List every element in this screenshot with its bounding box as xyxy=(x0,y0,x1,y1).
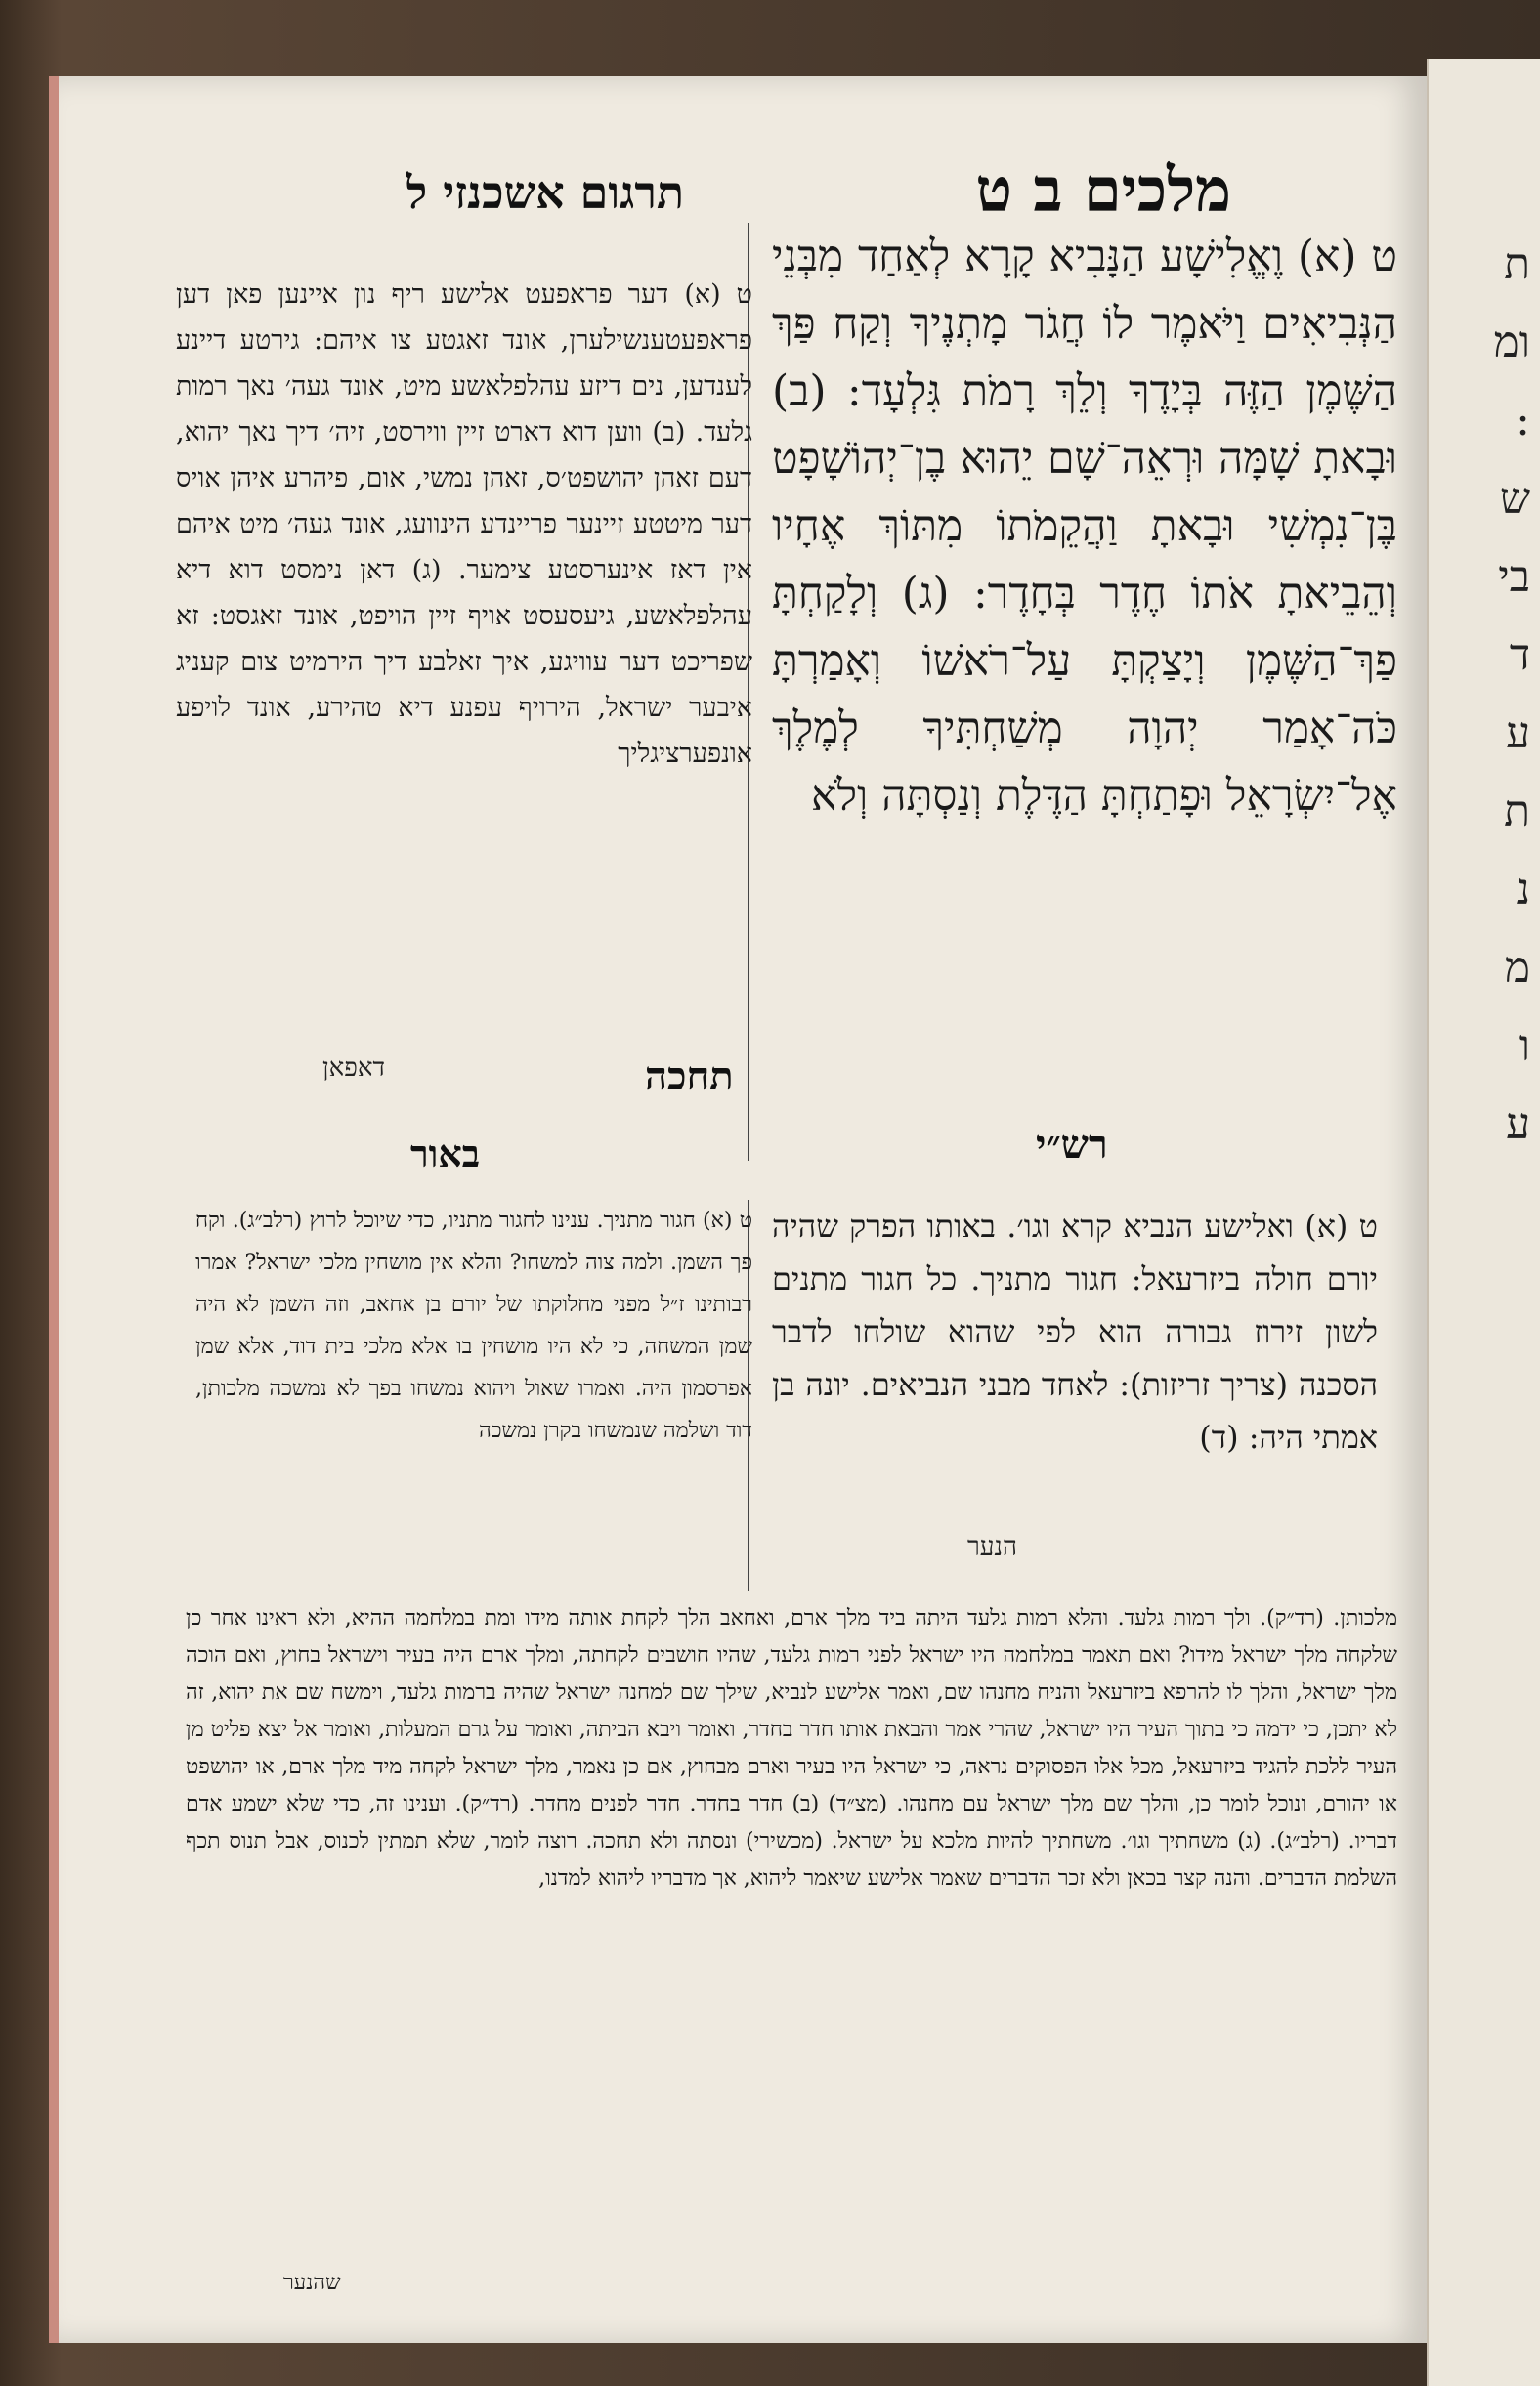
rashi-commentary: ט (א) ואלישע הנביא קרא וגו׳. באותו הפרק שהיה יורם חולה ביזרעאל: חגור מתניך. כל חגור מתנים לשון זירוז גבורה הוא לפי שהוא שולחו לדבר הסכנה (צריך זריזות): לאחד מבני הנביאים. יונה בן אמתי היה: (ד) xyxy=(772,1208,1378,1456)
rashi-heading: רש״י xyxy=(1036,1122,1108,1168)
adjacent-page xyxy=(1427,59,1540,2386)
adjacent-page-fragment: ת xyxy=(1504,239,1530,289)
biur-heading: באור xyxy=(410,1131,481,1175)
adjacent-page-fragment: ו xyxy=(1519,1021,1530,1071)
adjacent-page-fragment: ד xyxy=(1509,630,1530,680)
targum-catchword: דאפאן xyxy=(322,1053,385,1083)
adjacent-page-fragment: נ xyxy=(1516,865,1530,915)
adjacent-page-fragment: ומ xyxy=(1493,318,1530,367)
adjacent-page-fragment: ת xyxy=(1504,787,1530,836)
page-header-right: מלכים ב ט xyxy=(975,154,1231,226)
rashi-catchword: הנער xyxy=(967,1532,1017,1561)
book-page xyxy=(49,76,1427,2343)
page-header-left: תרגום אשכנזי ל xyxy=(406,166,684,219)
targum-column: ט (א) דער פראפעט אלישע ריף נון איינען פאן דען פראפעטענשילערן, אונד זאגטע צו איהם: גירטע דיינע לענדען, נים דיזע עהלפלאשע מיט, אונד געה׳ נאך רמות גלעד. (ב) ווען דוא דארט זיין ווירסט, זיה׳ דיך נאך יהוא, דעם זאהן יהושפט׳ס, זאהן נמשי, אום, פיהרע איהן אויס דער מיטטע זיינער פריינדע הינוועג, אונד געה׳ מיט איהם אין דאז אינערסטע צימער. (ג) דאן נימסט דוא דיא עהלפלאשע, גיעסעסט אויף זיין הויפט, אונד זאגסט: זא שפריכט דער עוויגע, איך זאלבע דיך הירמיט צום קעניג איבער ישראל, הירויף עפנע דיא טהירע, אונד לויפע אונפערציגליך xyxy=(176,279,752,769)
biur-commentary: ט (א) חגור מתניך. ענינו לחגור מתניו, כדי שיוכל לרוץ (רלב״ג). וקח פך השמן. ולמה צוה למשחו? והלא אין מושחין מלכי ישראל? אמרו רבותינו ז״ל מפני מחלוקתו של יורם בן אחאב, וזה השמן לא היה שמן המשחה, כי לא היו מושחין בו אלא מלכי בית דוד, אלא שמן אפרסמון היה. ואמרו שאול ויהוא נמשחו בפך לא נמשכה מלכותן, דוד ושלמה שנמשחו בקרן נמשכה xyxy=(195,1209,752,1443)
adjacent-page-fragment: ע xyxy=(1506,1099,1530,1149)
biur-continuation: מלכותן. (רד״ק). ולך רמות גלעד. והלא רמות גלעד היתה ביד מלך ארם, ואחאב הלך לקחת אותה מידו ומת במלחמה ההיא, ולא ראינו אחר כן שלקחה מלך ישראל מידו? ואם תאמר במלחמה היו ישראל לפני רמות גלעד, שהיו חושבים לקחתה, ומלך ארם היה בעיר וישראל בחוץ, ואם הוכה מלך ישראל, והלך לו להרפא ביזרעאל והניח מחנהו שם, ואמר אלישע לנביא, שילך שם למחנה ישראל שהיה ברמות גלעד, וימשח שם את יהוא, זה לא יתכן, כי ידמה כי בתוך העיר היו ישראל, שהרי אמר והבאת אותו חדר בחדר, ואומר ויבא הביתה, ואומר על גרם המעלות, ואומר אל יצא פליט מן העיר ללכת להגיד ביזרעאל, מכל אלו הפסוקים נראה, כי ישראל היו בעיר וארם מבחוץ, אם כן נאמר, מלך ישראל לקחה מיד מלך ארם, או יהושפט או יהורם, ונוכל לומר כן, והלך שם מלך ישראל עם מחנהו. (מצ״ד) (ב) חדר בחדר. חדר לפנים מחדר. (רד״ק). וענינו זה, כדי שלא ישמע אדם דבריו. (רלב״ג). (ג) משחתיך וגו׳. משחתיך להיות מלכא על ישראל. (מכשירי) ונסתה ולא תחכה. רוצה לומר, שלא תמתין לכנוס, אבל תנוס תכף השלמת הדברים. והנה קצר בכאן ולא זכר הדברים שאמר אלישע שיאמר ליהוא, אך מדבריו ליהוא למדנו, xyxy=(186,1606,1397,1891)
adjacent-page-fragment: ע xyxy=(1506,708,1530,758)
main-catchword: תחכה xyxy=(645,1053,734,1099)
adjacent-page-fragment: : xyxy=(1516,396,1530,446)
main-text-column: ט (א) וֶאֱלִישָׁע הַנָּבִיא קָרָא לְאַחַד מִבְּנֵי הַנְּבִיאִים וַיֹּאמֶר לוֹ חֲגֹר מָתְנֶיךָ וְקַח פַּךְ הַשֶּׁמֶן הַזֶּה בְּיָדֶךָ וְלֵךְ רָמֹת גִּלְעָד: (ב) וּבָאתָ שָׁמָּה וּרְאֵה־שָׁם יֵהוּא בֶן־יְהוֹשָׁפָט בֶּן־נִמְשִׁי וּבָאתָ וַהֲקֵמֹתוֹ מִתּוֹךְ אֶחָיו וְהֵבֵיאתָ אֹתוֹ חֶדֶר בְּחָדֶר: (ג) וְלָקַחְתָּ פַךְ־הַשֶּׁמֶן וְיָצַקְתָּ עַל־רֹאשׁוֹ וְאָמַרְתָּ כֹּה־אָמַר יְהוָה מְשַׁחְתִּיךָ לְמֶלֶךְ אֶל־יִשְׂרָאֵל וּפָתַחְתָּ הַדֶּלֶת וְנַסְתָּה וְלֹא xyxy=(772,232,1397,821)
adjacent-page-fragment: בי xyxy=(1498,552,1530,602)
adjacent-page-fragment: ש xyxy=(1499,474,1530,524)
adjacent-page-fragment: מ xyxy=(1504,943,1530,993)
page-catchword: שהנער xyxy=(283,2271,341,2295)
